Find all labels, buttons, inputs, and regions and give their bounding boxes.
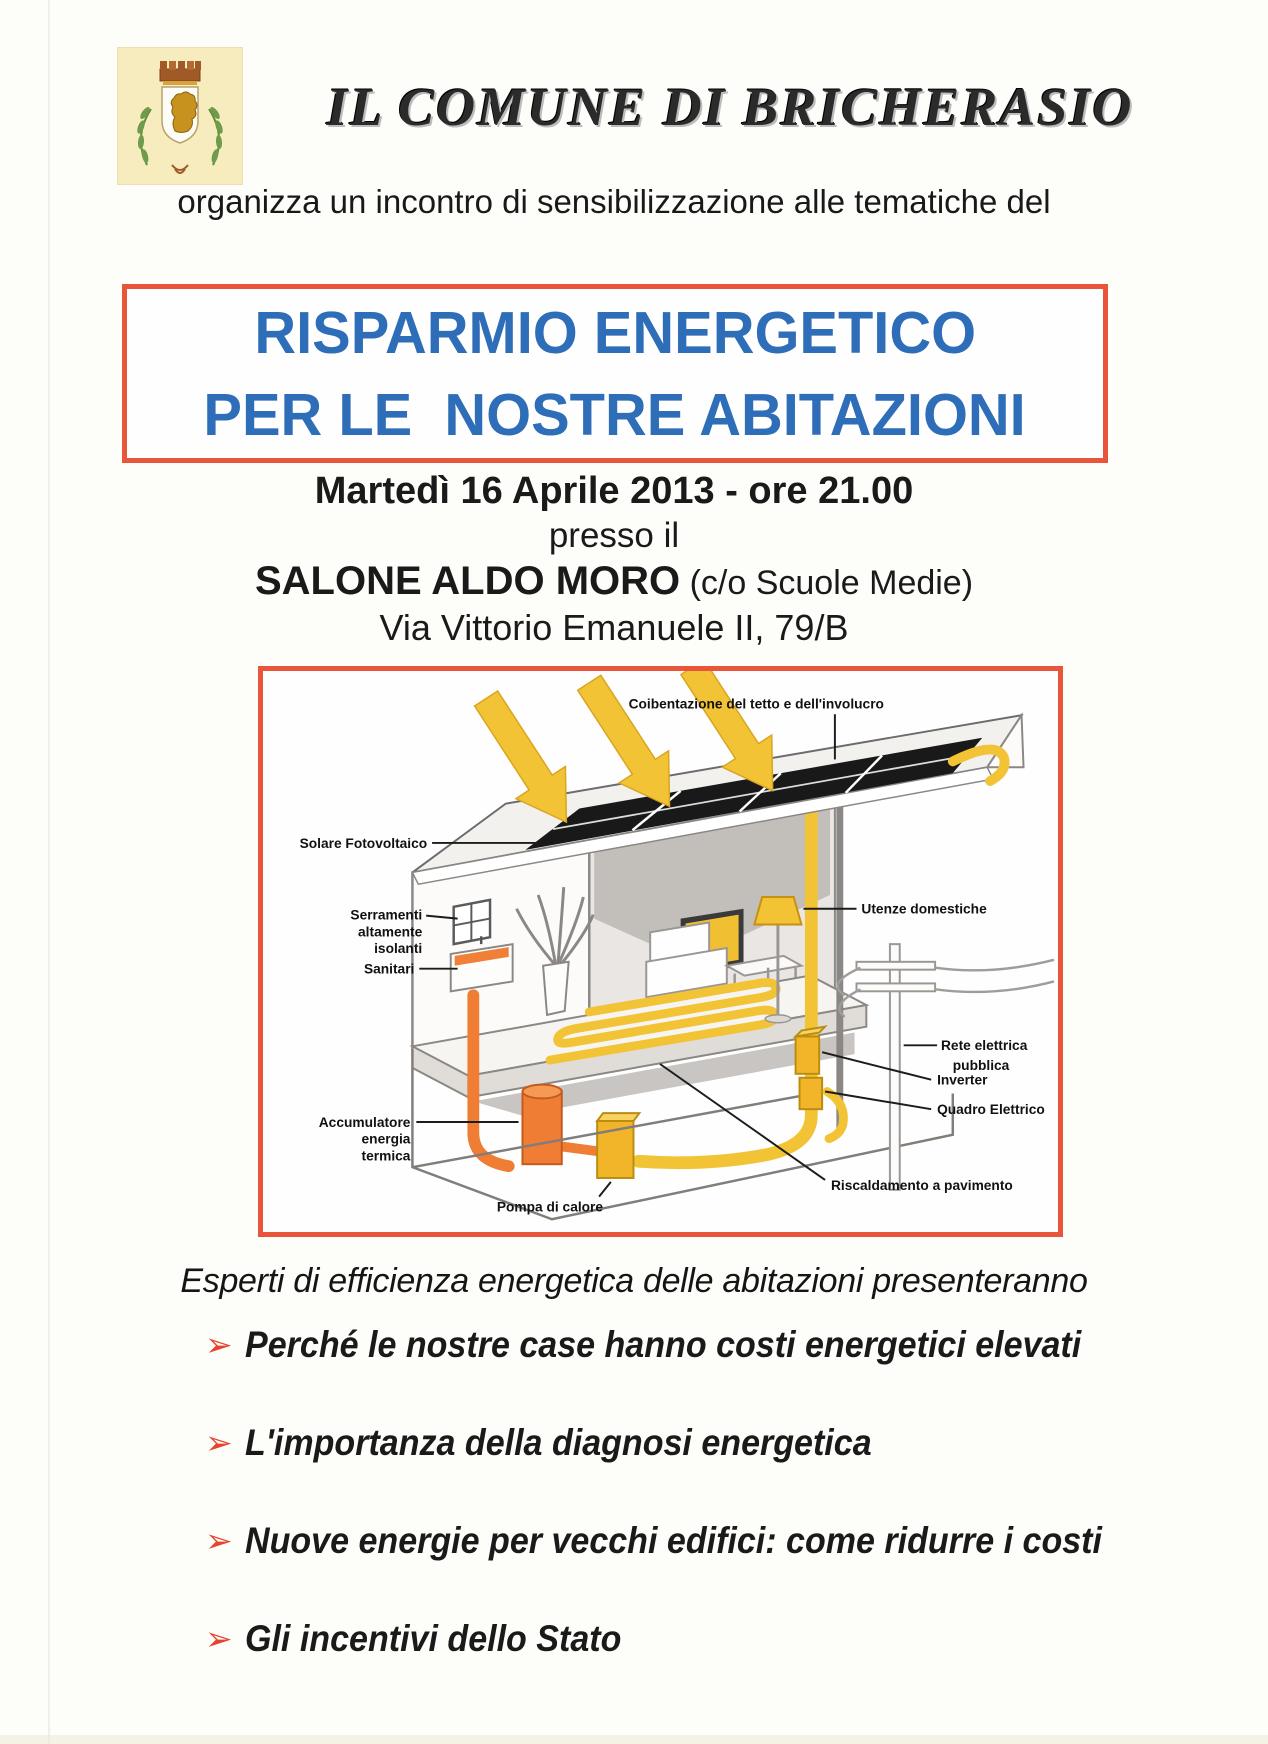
label-roof-insulation: Coibentazione del tetto e dell'involucro: [628, 696, 884, 712]
event-date: Martedì 16 Aprile 2013 - ore 21.00: [314, 470, 914, 512]
insulated-window: [454, 900, 490, 944]
event-venue: [0, 558, 1228, 606]
energy-diagram-box: [258, 666, 1063, 1237]
house-energy-diagram: [263, 671, 1058, 1232]
label-inverter: Inverter: [937, 1072, 988, 1088]
label-home-appliances: Utenze domestiche: [861, 901, 987, 917]
arrow-bullet-icon: ➢: [205, 1522, 233, 1559]
banner-line-2: PER LE NOSTRE ABITAZIONI: [203, 381, 1027, 448]
subtitle-text: organizza un incontro di sensibilizzazione alle tematiche del: [177, 183, 1051, 220]
arrow-bullet-icon: ➢: [205, 1620, 233, 1657]
municipal-crest: [117, 47, 243, 185]
event-presso: presso il: [548, 516, 680, 555]
list-item: [205, 1616, 1205, 1662]
label-sanitary: Sanitari: [363, 961, 415, 977]
topic-text: L'importanza della diagnosi energetica: [244, 1422, 872, 1463]
thermal-storage-tank: [522, 1085, 561, 1165]
event-details: [0, 468, 1228, 650]
label-thermal-storage-3: termica: [361, 1148, 411, 1164]
topic-text: Nuove energie per vecchi edifici: come ridurre i costi: [244, 1520, 1102, 1561]
scan-artifact-line: [48, 0, 50, 1744]
venue-note: (c/o Scuole Medie): [680, 564, 974, 602]
label-thermal-storage-1: Accumulatore: [318, 1114, 411, 1130]
pipe-connector: [562, 1147, 599, 1152]
page-title: IL COMUNE DI BRICHERASIO: [326, 77, 1134, 137]
arrow-bullet-icon: ➢: [205, 1424, 233, 1461]
topic-text: Perché le nostre case hanno costi energetici elevati: [244, 1324, 1081, 1365]
arrow-bullet-icon: ➢: [205, 1326, 233, 1363]
topics-list: [205, 1322, 1205, 1714]
label-heat-pump: Pompa di calore: [496, 1199, 604, 1215]
label-floor-heating: Riscaldamento a pavimento: [830, 1177, 1013, 1193]
label-public-grid-1: Rete elettrica: [941, 1038, 1028, 1054]
crest-image: [117, 47, 243, 185]
label-public-grid-2: pubblica: [952, 1057, 1010, 1073]
intro-line: Esperti di efficienza energetica delle abitazioni presenteranno: [180, 1262, 1088, 1300]
label-thermal-storage-2: energia: [361, 1131, 411, 1147]
label-electrical-panel: Quadro Elettrico: [937, 1102, 1045, 1118]
event-title-banner: [122, 284, 1108, 463]
label-windows-3: isolanti: [374, 940, 423, 956]
list-item: [205, 1518, 1205, 1564]
label-windows-1: Serramenti: [350, 907, 423, 923]
venue-name: SALONE ALDO MORO: [254, 559, 681, 603]
scan-artifact-bottom: [0, 1735, 1268, 1744]
list-item: [205, 1420, 1205, 1466]
heat-pump: [597, 1113, 639, 1178]
event-address: Via Vittorio Emanuele II, 79/B: [379, 607, 849, 648]
topic-text: Gli incentivi dello Stato: [244, 1618, 622, 1659]
shield-icon: [162, 87, 198, 143]
list-item: [205, 1322, 1205, 1368]
label-windows-2: altamente: [358, 924, 423, 940]
label-solar-pv: Solare Fotovoltaico: [299, 835, 428, 851]
banner-line-1: RISPARMIO ENERGETICO: [254, 299, 976, 366]
